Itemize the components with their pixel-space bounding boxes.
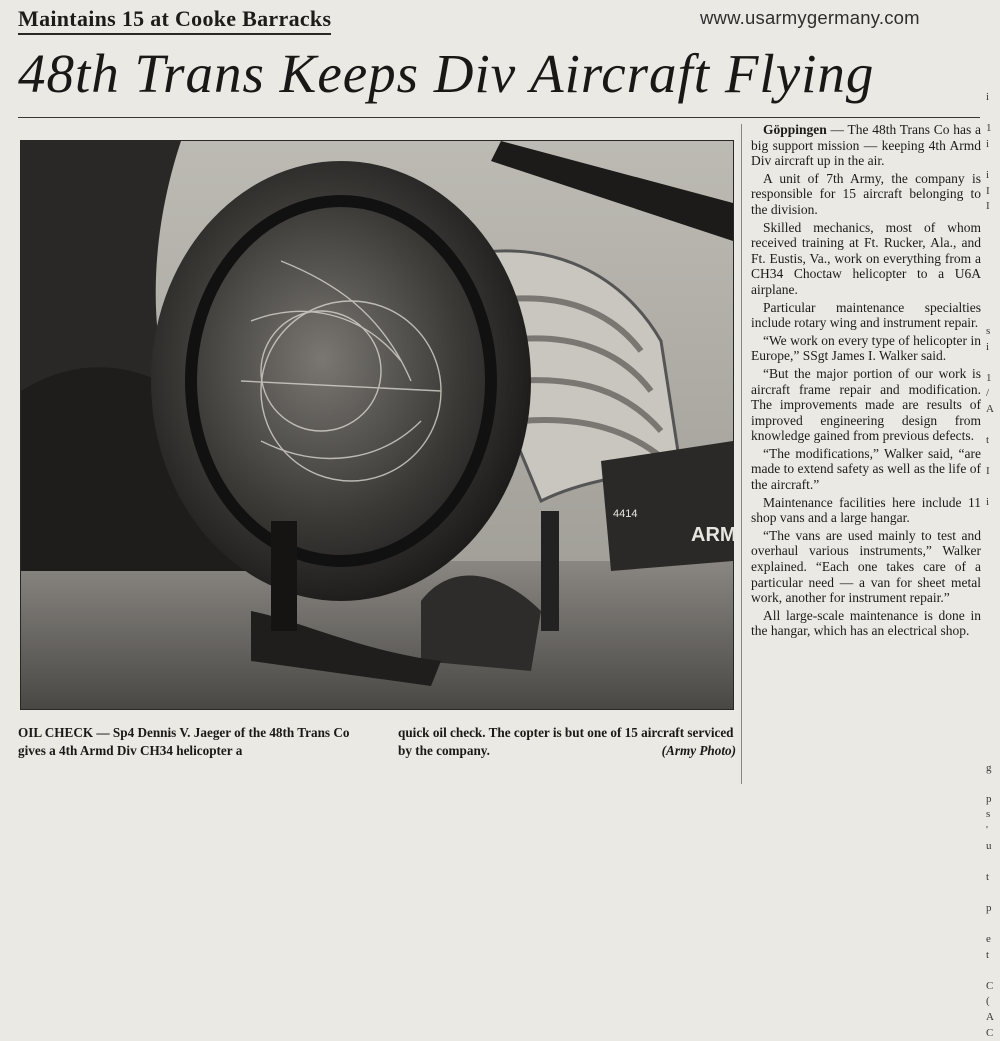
edge-fragment-line (986, 714, 1000, 730)
edge-fragment-line (986, 527, 1000, 543)
edge-fragment-line (986, 605, 1000, 621)
article-paragraph: All large-scale maintenance is done in the hangar, which has an electrical shop. (751, 607, 981, 639)
edge-fragment-line (986, 542, 1000, 558)
photo-caption-right (398, 724, 736, 759)
edge-fragment-line (986, 916, 1000, 932)
edge-fragment-line (986, 885, 1000, 901)
edge-fragment-line: t (986, 948, 990, 961)
edge-fragment-line (986, 277, 1000, 293)
article-body (751, 122, 981, 641)
edge-fragment-line (986, 729, 1000, 745)
photo-credit: (Army Photo) (661, 742, 736, 758)
edge-fragment-line: i (986, 340, 990, 353)
watermark-url: www.usarmygermany.com (700, 7, 920, 28)
edge-fragment-line (986, 230, 1000, 246)
edge-fragment-line (986, 683, 1000, 699)
edge-fragment-line: t (986, 434, 990, 447)
edge-fragment-line (986, 745, 1000, 761)
caption-right-text: quick oil check. The copter is but one of 15 aircraft serviced by the company. (398, 725, 734, 758)
edge-fragment-line: A (986, 1011, 994, 1024)
edge-fragment-line: / (986, 387, 990, 400)
article-paragraph: Particular maintenance specialties include rotary wing and instrument repair. (751, 299, 981, 331)
article-paragraph: Skilled mechanics, most of whom received training at Ft. Rucker, Ala., and Ft. Eustis, Va., work on everything from a CH34 Choctaw helicopter to a U6A airplane. (751, 219, 981, 297)
edge-fragment-line (986, 262, 1000, 278)
edge-fragment-line (986, 963, 1000, 979)
edge-fragment-line: 1 (986, 371, 992, 384)
photo-caption-left (18, 724, 378, 759)
edge-fragment-line: p (986, 792, 992, 805)
caption-left-text: — Sp4 Dennis V. Jaeger of the 48th Trans Co gives a 4th Armd Div CH34 helicopter a (18, 725, 350, 758)
edge-fragment-line: I (986, 465, 990, 478)
dateline: Göppingen (763, 122, 827, 137)
edge-fragment-line (986, 355, 1000, 371)
article-paragraph: Maintenance facilities here include 11 shop vans and a large hangar. (751, 494, 981, 526)
edge-fragment-line: 1 (986, 122, 992, 135)
tail-number: 4414 (613, 508, 638, 520)
edge-fragment-line (986, 511, 1000, 527)
edge-fragment-line (986, 106, 1000, 122)
edge-fragment-line: C (986, 979, 994, 992)
edge-fragment-line (986, 636, 1000, 652)
edge-fragment-line (986, 698, 1000, 714)
kicker-headline: Maintains 15 at Cooke Barracks (18, 6, 331, 35)
edge-fragment-line (986, 589, 1000, 605)
edge-fragment-line: s (986, 324, 991, 337)
edge-fragment-line: C (986, 1026, 994, 1039)
edge-fragment-line (986, 215, 1000, 231)
caption-label: OIL CHECK (18, 725, 94, 740)
helicopter-maintenance-photo (20, 140, 737, 710)
edge-fragment-line (986, 152, 1000, 168)
article-paragraph: “The vans are used mainly to test and overhaul various instruments,” Walker explained. “Each one takes care of a particular need — a van for sheet metal work, another for instrument repair.” (751, 527, 981, 606)
article-paragraph: “The modifications,” Walker said, “are made to extend safety as well as the life of the aircraft.” (751, 445, 981, 493)
headline-rule (18, 117, 980, 118)
edge-fragment-line: i (986, 168, 990, 181)
edge-fragment-line (986, 573, 1000, 589)
edge-fragment-line: s (986, 808, 991, 821)
edge-fragment-line: ' (986, 823, 988, 836)
edge-fragment-line (986, 558, 1000, 574)
article-paragraph: “But the major portion of our work is aircraft frame repair and modification. The improvements made are results of improved engineering design from knowledge gained from previous defects. (751, 365, 981, 444)
edge-fragment-line (986, 854, 1000, 870)
edge-fragment-line (986, 246, 1000, 262)
edge-fragment-line (986, 620, 1000, 636)
edge-fragment-line: t (986, 870, 990, 883)
adjacent-column-fragment (986, 90, 1000, 1039)
edge-fragment-line: i (986, 91, 990, 103)
edge-fragment-line (986, 480, 1000, 496)
article-paragraph: “We work on every type of helicopter in Europe,” SSgt James I. Walker said. (751, 332, 981, 364)
headline: 48th Trans Keeps Div Aircraft Flying (18, 43, 875, 104)
article-paragraph: Göppingen — The 48th Trans Co has a big support mission — keeping 4th Armd Div aircraft up in the air. (751, 122, 981, 169)
edge-fragment-line (986, 667, 1000, 683)
edge-fragment-line: i (986, 137, 990, 150)
edge-fragment-line (986, 308, 1000, 324)
edge-fragment-line: i (986, 496, 990, 509)
article-paragraph: A unit of 7th Army, the company is responsible for 15 aircraft belonging to the division. (751, 170, 981, 217)
edge-fragment-line (986, 776, 1000, 792)
edge-fragment-line: I (986, 184, 990, 197)
edge-fragment-line: A (986, 402, 994, 415)
column-divider (741, 124, 742, 784)
nose-marking: ARM (691, 524, 737, 546)
edge-fragment-line: e (986, 933, 991, 946)
edge-fragment-line: u (986, 839, 992, 852)
edge-fragment-line: g (986, 761, 992, 774)
edge-fragment-line (986, 417, 1000, 433)
edge-fragment-line: ( (986, 995, 990, 1008)
edge-fragment-line: p (986, 901, 992, 914)
edge-fragment-line: I (986, 200, 990, 213)
edge-fragment-line (986, 651, 1000, 667)
edge-fragment-line (986, 449, 1000, 465)
edge-fragment-line (986, 293, 1000, 309)
